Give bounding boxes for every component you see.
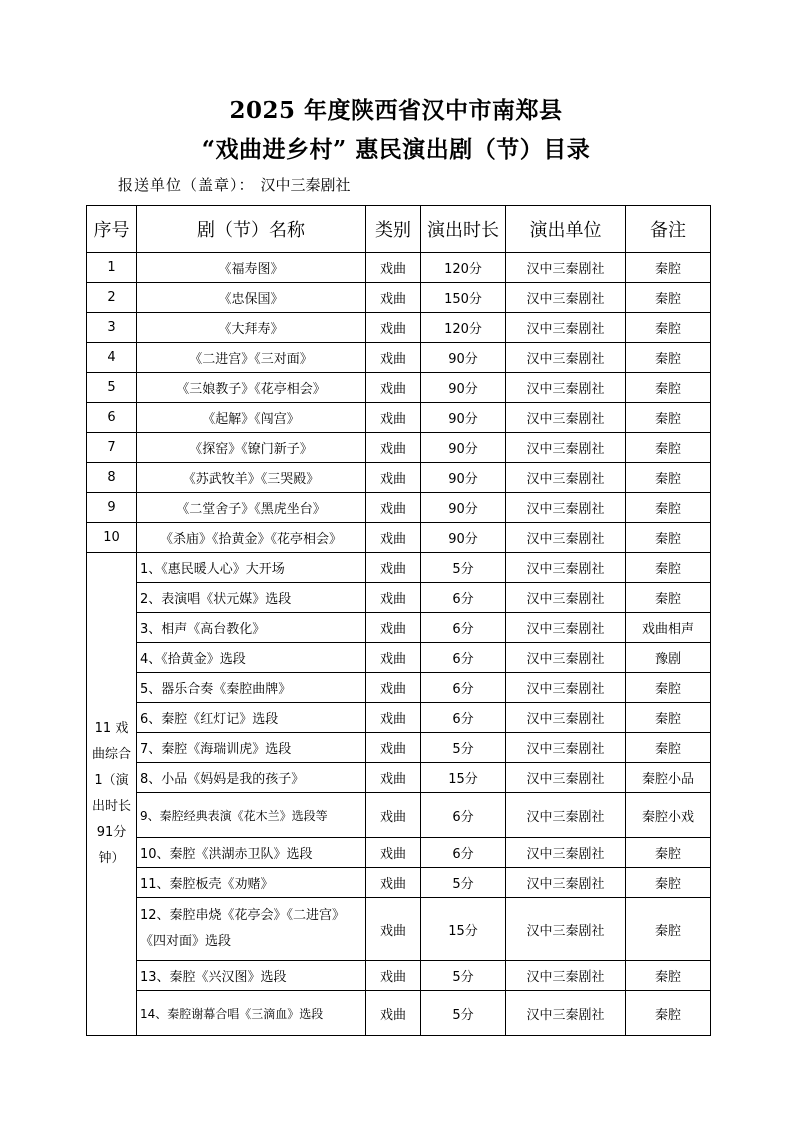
cell-note: 戏曲相声 [626,613,711,643]
cell-no: 3 [87,313,137,343]
cell-note: 秦腔 [626,343,711,373]
cell-note: 豫剧 [626,643,711,673]
cell-note: 秦腔 [626,583,711,613]
table-row [87,613,711,643]
cell-duration: 150分 [421,283,506,313]
cell-name: 1、《惠民暖人心》大开场 [137,553,366,583]
cell-type: 戏曲 [366,463,421,493]
header-type: 类别 [366,206,421,253]
cell-unit: 汉中三秦剧社 [506,703,626,733]
cell-duration: 90分 [421,523,506,553]
cell-note: 秦腔 [626,253,711,283]
cell-name: 4、《拾黄金》选段 [137,643,366,673]
cell-note: 秦腔 [626,673,711,703]
group-label: 11 戏曲综合1（演出时长91分钟） [87,553,137,1036]
cell-name: 5、器乐合奏《秦腔曲牌》 [137,673,366,703]
cell-note: 秦腔 [626,373,711,403]
cell-duration: 6分 [421,838,506,868]
cell-unit: 汉中三秦剧社 [506,673,626,703]
cell-unit: 汉中三秦剧社 [506,898,626,961]
program-table [86,205,711,1036]
cell-type: 戏曲 [366,373,421,403]
table-row [87,643,711,673]
cell-note: 秦腔 [626,868,711,898]
submitter-label: 报送单位（盖章）： [118,176,255,194]
cell-duration: 5分 [421,991,506,1036]
cell-name: 《三娘教子》《花亭相会》 [137,373,366,403]
cell-note: 秦腔 [626,961,711,991]
cell-duration: 15分 [421,898,506,961]
table-header-row [87,206,711,253]
table-row [87,793,711,838]
cell-duration: 6分 [421,703,506,733]
cell-note: 秦腔 [626,838,711,868]
cell-duration: 90分 [421,403,506,433]
cell-unit: 汉中三秦剧社 [506,643,626,673]
table-row [87,703,711,733]
cell-name: 12、秦腔串烧《花亭会》《二进宫》《四对面》选段 [137,898,366,961]
cell-name: 《探窑》《镣门新子》 [137,433,366,463]
cell-duration: 120分 [421,313,506,343]
table-row [87,493,711,523]
cell-name: 《二进宫》《三对面》 [137,343,366,373]
table-row [87,583,711,613]
cell-no: 6 [87,403,137,433]
cell-name: 8、小品《妈妈是我的孩子》 [137,763,366,793]
table-row [87,373,711,403]
cell-note: 秦腔 [626,463,711,493]
cell-duration: 5分 [421,961,506,991]
cell-no: 8 [87,463,137,493]
cell-type: 戏曲 [366,403,421,433]
cell-type: 戏曲 [366,613,421,643]
header-note: 备注 [626,206,711,253]
cell-duration: 90分 [421,493,506,523]
cell-name: 7、秦腔《海瑞训虎》选段 [137,733,366,763]
cell-note: 秦腔 [626,703,711,733]
cell-note: 秦腔 [626,523,711,553]
table-row [87,253,711,283]
cell-type: 戏曲 [366,991,421,1036]
cell-type: 戏曲 [366,313,421,343]
cell-unit: 汉中三秦剧社 [506,838,626,868]
cell-note: 秦腔 [626,898,711,961]
cell-unit: 汉中三秦剧社 [506,553,626,583]
table-row [87,868,711,898]
cell-duration: 120分 [421,253,506,283]
cell-note: 秦腔 [626,283,711,313]
header-no: 序号 [87,206,137,253]
cell-duration: 5分 [421,733,506,763]
cell-type: 戏曲 [366,961,421,991]
cell-duration: 90分 [421,463,506,493]
cell-unit: 汉中三秦剧社 [506,763,626,793]
cell-name: 《二堂舍子》《黑虎坐台》 [137,493,366,523]
cell-no: 7 [87,433,137,463]
cell-duration: 6分 [421,643,506,673]
cell-unit: 汉中三秦剧社 [506,961,626,991]
cell-name: 3、相声《高台教化》 [137,613,366,643]
cell-name: 10、秦腔《洪湖赤卫队》选段 [137,838,366,868]
cell-duration: 90分 [421,433,506,463]
table-row [87,463,711,493]
table-row [87,898,711,961]
cell-name: 《忠保国》 [137,283,366,313]
cell-unit: 汉中三秦剧社 [506,733,626,763]
cell-type: 戏曲 [366,523,421,553]
cell-duration: 5分 [421,868,506,898]
cell-unit: 汉中三秦剧社 [506,433,626,463]
cell-type: 戏曲 [366,343,421,373]
cell-unit: 汉中三秦剧社 [506,868,626,898]
cell-note: 秦腔小戏 [626,793,711,838]
cell-name: 《福寿图》 [137,253,366,283]
cell-unit: 汉中三秦剧社 [506,373,626,403]
cell-unit: 汉中三秦剧社 [506,493,626,523]
table-row [87,991,711,1036]
cell-name: 6、秦腔《红灯记》选段 [137,703,366,733]
cell-duration: 6分 [421,793,506,838]
cell-type: 戏曲 [366,868,421,898]
cell-unit: 汉中三秦剧社 [506,991,626,1036]
submitter-line [118,174,351,195]
cell-unit: 汉中三秦剧社 [506,403,626,433]
cell-type: 戏曲 [366,433,421,463]
header-name: 剧（节）名称 [137,206,366,253]
document-title-line2: “戏曲进乡村” 惠民演出剧（节）目录 [201,136,591,163]
cell-name: 《苏武牧羊》《三哭殿》 [137,463,366,493]
table-row [87,961,711,991]
cell-no: 4 [87,343,137,373]
cell-name: 14、秦腔谢幕合唱《三滴血》选段 [137,991,366,1036]
cell-unit: 汉中三秦剧社 [506,793,626,838]
cell-type: 戏曲 [366,898,421,961]
cell-unit: 汉中三秦剧社 [506,283,626,313]
header-duration: 演出时长 [421,206,506,253]
cell-duration: 90分 [421,373,506,403]
cell-type: 戏曲 [366,643,421,673]
table-row [87,343,711,373]
cell-note: 秦腔 [626,433,711,463]
cell-type: 戏曲 [366,583,421,613]
table-row [87,403,711,433]
cell-no: 2 [87,283,137,313]
cell-unit: 汉中三秦剧社 [506,463,626,493]
cell-note: 秦腔 [626,313,711,343]
table-row [87,283,711,313]
cell-type: 戏曲 [366,838,421,868]
cell-duration: 6分 [421,673,506,703]
cell-name: 《杀庙》《拾黄金》《花亭相会》 [137,523,366,553]
cell-unit: 汉中三秦剧社 [506,313,626,343]
cell-type: 戏曲 [366,733,421,763]
cell-type: 戏曲 [366,703,421,733]
cell-note: 秦腔 [626,553,711,583]
table-row [87,313,711,343]
submitter-value: 汉中三秦剧社 [260,176,351,194]
cell-unit: 汉中三秦剧社 [506,253,626,283]
cell-type: 戏曲 [366,253,421,283]
cell-note: 秦腔 [626,493,711,523]
cell-duration: 6分 [421,583,506,613]
cell-unit: 汉中三秦剧社 [506,343,626,373]
table-row [87,433,711,463]
cell-type: 戏曲 [366,673,421,703]
cell-name: 11、秦腔板壳《劝赌》 [137,868,366,898]
cell-name: 13、秦腔《兴汉图》选段 [137,961,366,991]
cell-unit: 汉中三秦剧社 [506,583,626,613]
table-row [87,523,711,553]
cell-type: 戏曲 [366,283,421,313]
header-unit: 演出单位 [506,206,626,253]
cell-duration: 5分 [421,553,506,583]
cell-note: 秦腔 [626,403,711,433]
table-row [87,673,711,703]
cell-name: 《起解》《闯宫》 [137,403,366,433]
cell-type: 戏曲 [366,763,421,793]
cell-name: 《大拜寿》 [137,313,366,343]
cell-note: 秦腔 [626,733,711,763]
table-row [87,763,711,793]
cell-no: 5 [87,373,137,403]
cell-no: 10 [87,523,137,553]
cell-name: 9、秦腔经典表演《花木兰》选段等 [137,793,366,838]
cell-type: 戏曲 [366,553,421,583]
cell-type: 戏曲 [366,493,421,523]
document-title-line1: 2025 年度陕西省汉中市南郑县 [229,97,563,124]
cell-type: 戏曲 [366,793,421,838]
cell-no: 9 [87,493,137,523]
cell-duration: 90分 [421,343,506,373]
cell-no: 1 [87,253,137,283]
table-row [87,733,711,763]
table-row [87,553,711,583]
cell-duration: 15分 [421,763,506,793]
table-row [87,838,711,868]
cell-note: 秦腔小品 [626,763,711,793]
cell-duration: 6分 [421,613,506,643]
cell-name: 2、表演唱《状元媒》选段 [137,583,366,613]
cell-unit: 汉中三秦剧社 [506,523,626,553]
cell-note: 秦腔 [626,991,711,1036]
cell-unit: 汉中三秦剧社 [506,613,626,643]
